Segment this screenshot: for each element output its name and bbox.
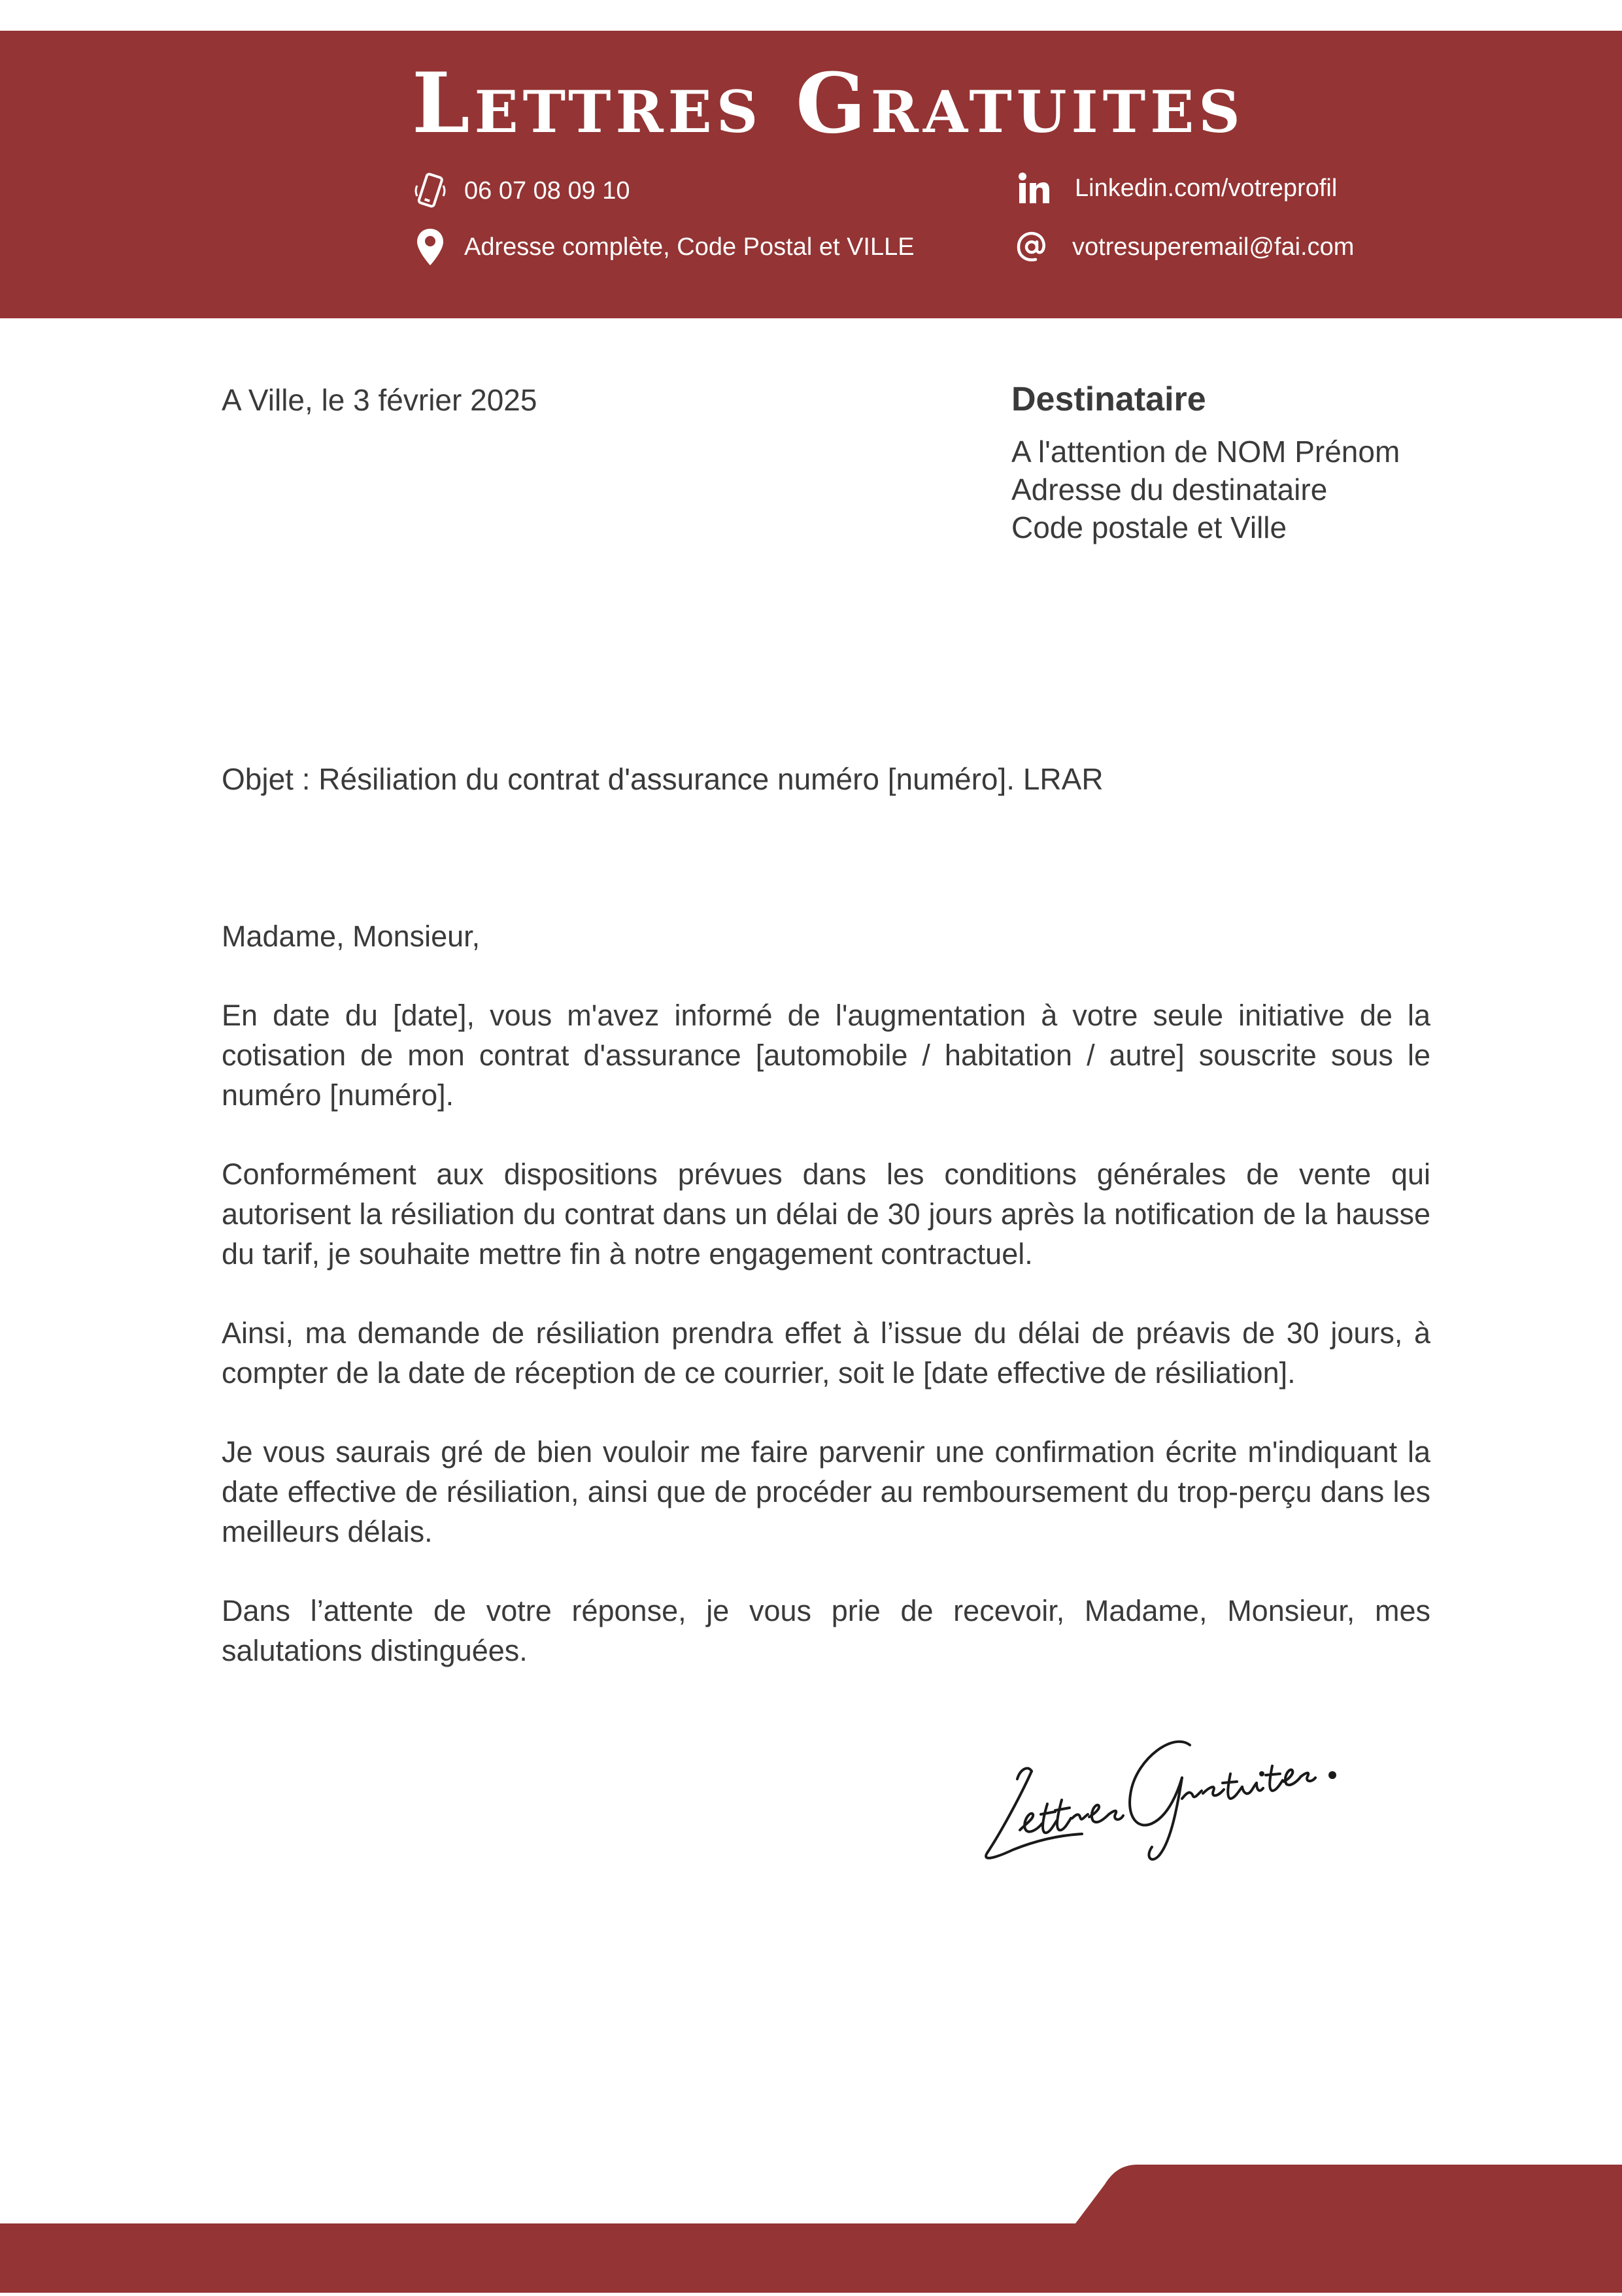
at-sign-icon xyxy=(1012,227,1051,267)
letter-date: A Ville, le 3 février 2025 xyxy=(222,383,537,417)
contact-email xyxy=(1012,227,1354,267)
linkedin-url[interactable]: Linkedin.com/votreprofil xyxy=(1075,174,1338,202)
phone-icon xyxy=(411,171,450,210)
postal-address: Adresse complète, Code Postal et VILLE xyxy=(464,233,915,261)
brand-title: Lettres Gratuites xyxy=(412,55,1245,152)
body-paragraph: En date du [date], vous m'avez informé de l'augmentation à votre seule initiative de la cotisation de mon contrat d'assurance [automobile / habitation / autre] souscrite sous le numéro [numéro]. xyxy=(222,999,1430,1112)
recipient-block xyxy=(1011,380,1400,546)
linkedin-icon xyxy=(1015,169,1054,208)
body-paragraph: Ainsi, ma demande de résiliation prendra effet à l’issue du délai de préavis de 30 jours, à compter de la date de réception de ce courrier, soit le [date effective de résiliation]. xyxy=(222,1316,1430,1389)
body-paragraph: Conformément aux dispositions prévues dans les conditions générales de vente qui autorisent la résiliation du contrat dans un délai de 30 jours après la notification de la hausse du tarif, je souhaite mettre fin à notre engagement contractuel. xyxy=(222,1157,1430,1271)
contact-linkedin xyxy=(1015,169,1337,208)
recipient-line: Code postale et Ville xyxy=(1011,510,1287,544)
contact-phone xyxy=(411,171,630,210)
recipient-line: Adresse du destinataire xyxy=(1011,473,1328,507)
letter-body xyxy=(222,916,1430,1710)
body-paragraph: Dans l’attente de votre réponse, je vous prie de recevoir, Madame, Monsieur, mes salutations distinguées. xyxy=(222,1594,1430,1667)
body-paragraph: Je vous saurais gré de bien vouloir me faire parvenir une confirmation écrite m'indiquant la date effective de résiliation, ainsi que de procéder au remboursement du trop-perçu dans les meilleurs délais. xyxy=(222,1435,1430,1548)
letter-subject: Objet : Résiliation du contrat d'assurance numéro [numéro]. LRAR xyxy=(222,762,1104,796)
handwritten-signature xyxy=(974,1719,1353,1876)
email-address[interactable]: votresuperemail@fai.com xyxy=(1072,233,1355,261)
phone-number: 06 07 08 09 10 xyxy=(464,176,630,205)
location-pin-icon xyxy=(411,227,450,267)
recipient-title: Destinataire xyxy=(1011,380,1206,418)
footer-band xyxy=(0,2157,1622,2293)
contact-address xyxy=(411,227,915,267)
salutation: Madame, Monsieur, xyxy=(222,920,481,953)
recipient-line: A l'attention de NOM Prénom xyxy=(1011,435,1400,469)
